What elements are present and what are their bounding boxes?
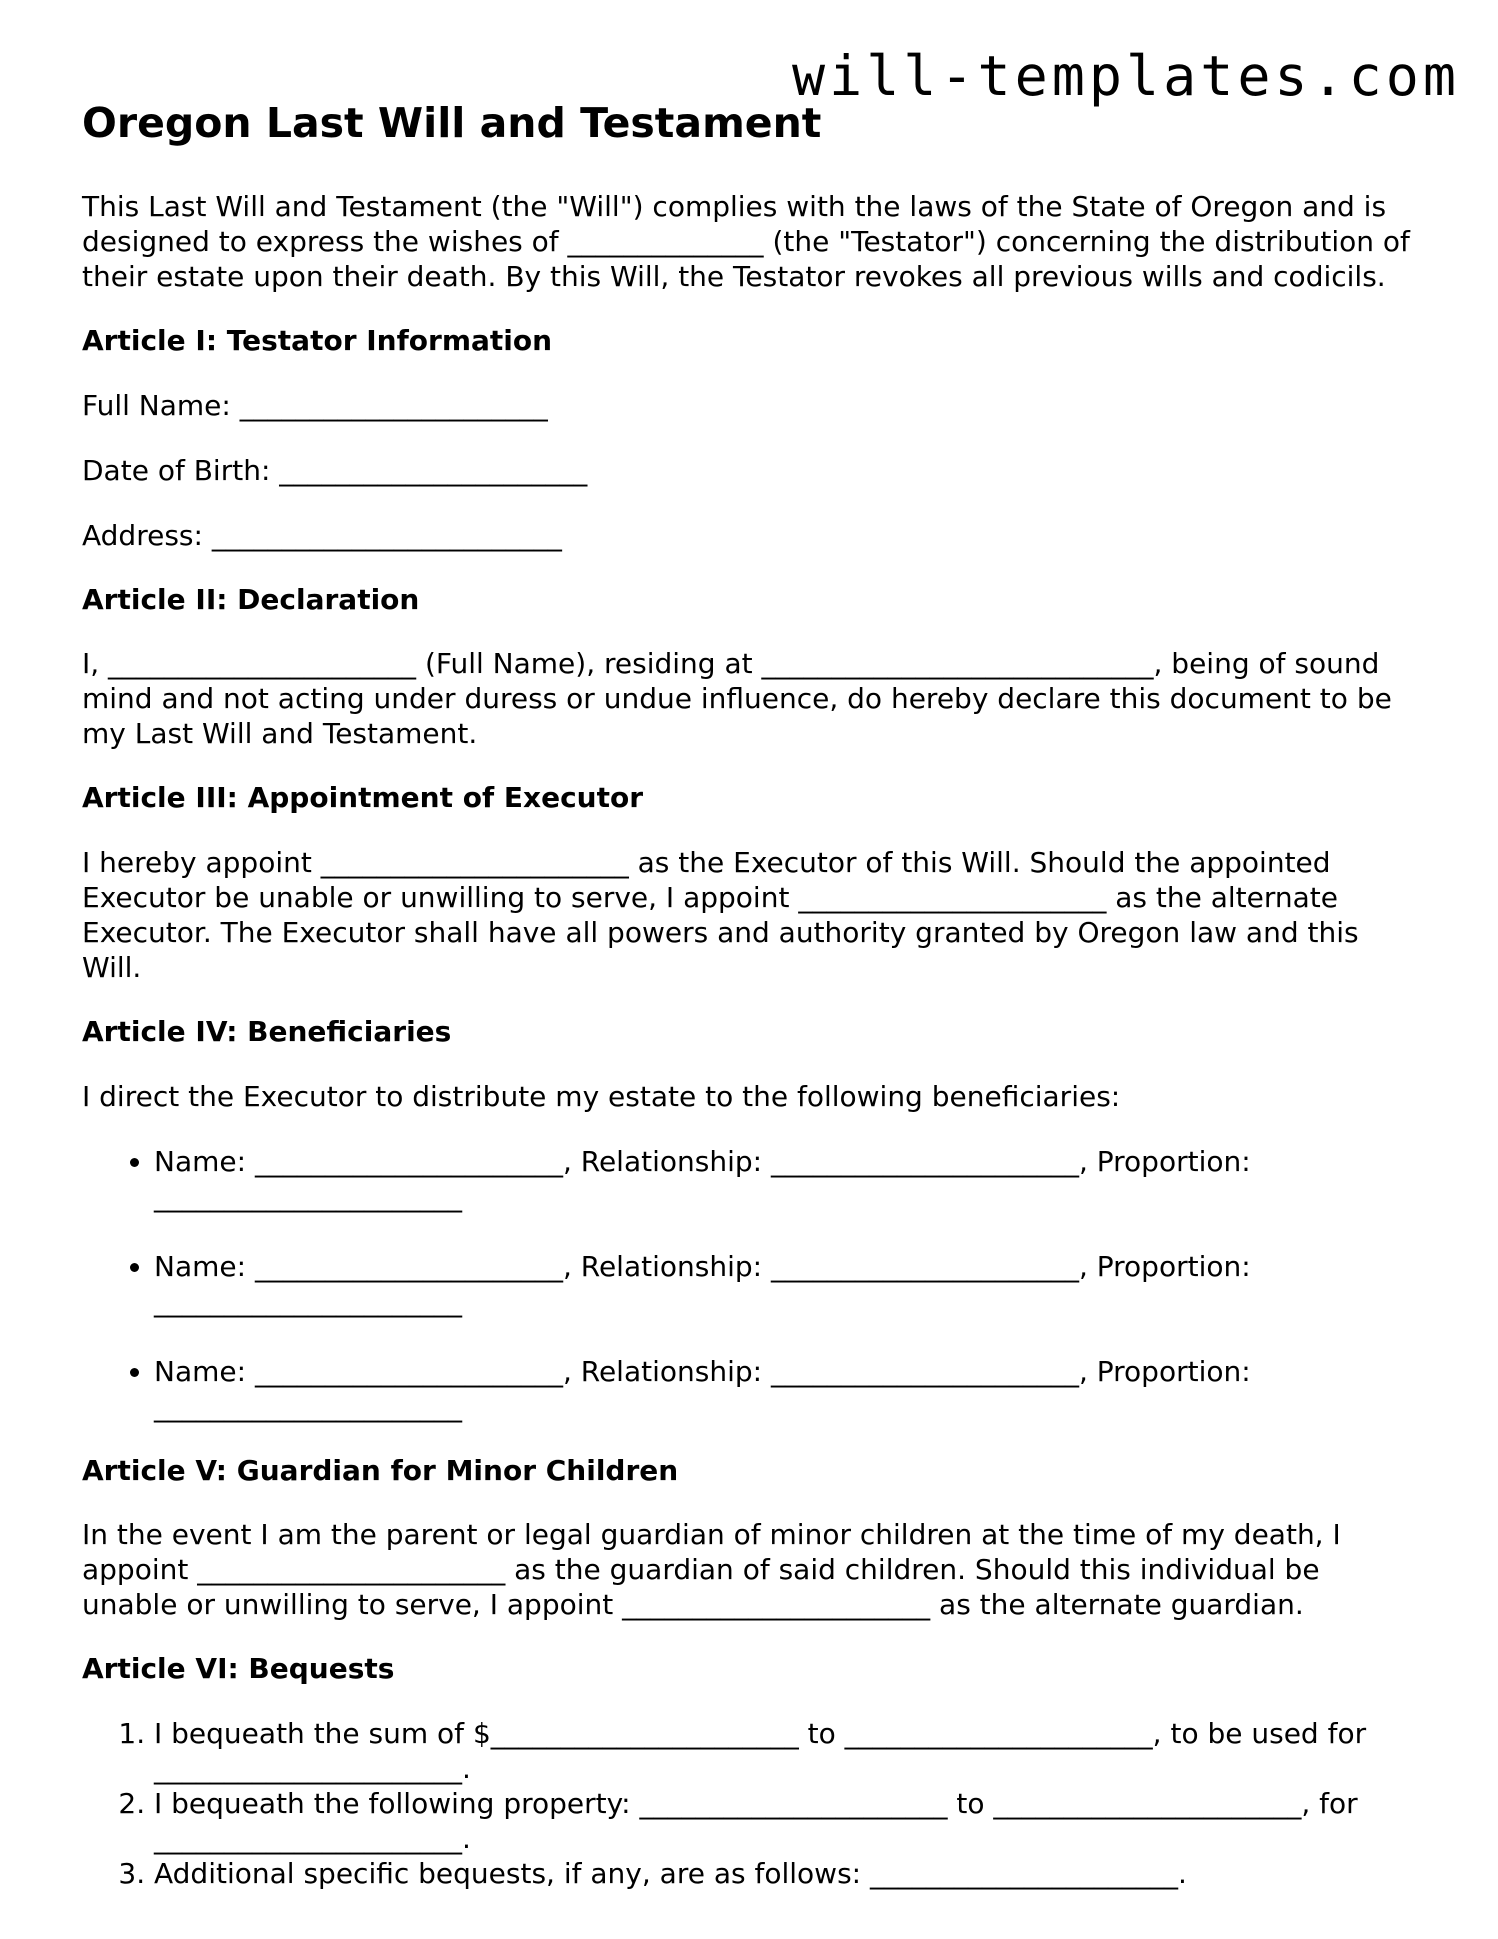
executor-paragraph: I hereby appoint ______________________ as the Executor of this Will. Should the appointed Executor be unable or unwilling to serve, I appoint ______________________ as the alternate Executor. The Executor shall have all powers and authority granted by Oregon law and this Will.: [82, 846, 1359, 985]
article-2-heading: Article II: Declaration: [82, 582, 420, 616]
intro-paragraph: This Last Will and Testament (the "Will") complies with the laws of the State of Oregon and is designed to express the wishes of ______________ (the "Testator") concerning the distribution of their estate upon their death. By this Will, the Testator revokes all previous wills and codicils.: [82, 190, 1410, 294]
bequest-item: 2. I bequeath the following property: ______________________ to ______________________, for ______________________.: [154, 1786, 1422, 1856]
document-title: Oregon Last Will and Testament: [82, 99, 822, 147]
article-4-heading: Article IV: Beneficiaries: [82, 1015, 452, 1049]
article-1-heading: Article I: Testator Information: [82, 324, 553, 358]
guardian-paragraph: In the event I am the parent or legal guardian of minor children at the time of my death, I appoint ______________________ as the guardian of said children. Should this individual be unable or unwilling to serve, I appoint ______________________ as the alternate guardian.: [82, 1518, 1341, 1622]
beneficiary-item: • Name: ______________________, Relationship: ______________________, Proportion: ______________________: [154, 1354, 1422, 1424]
article-5-heading: Article V: Guardian for Minor Children: [82, 1453, 679, 1487]
bequests-list: [82, 1716, 1422, 1891]
article-6-heading: Article VI: Bequests: [82, 1652, 395, 1686]
watermark-site: will-templates.com: [791, 44, 1460, 108]
testator-full-name: Full Name: ______________________: [82, 388, 548, 422]
testator-date-of-birth: Date of Birth: ______________________: [82, 453, 588, 487]
beneficiary-item: • Name: ______________________, Relationship: ______________________, Proportion: ______________________: [154, 1249, 1422, 1319]
document-page: [82, 98, 1422, 1921]
beneficiary-item: • Name: ______________________, Relationship: ______________________, Proportion: ______________________: [154, 1144, 1422, 1214]
article-3-heading: Article III: Appointment of Executor: [82, 781, 644, 815]
beneficiaries-intro: I direct the Executor to distribute my estate to the following beneficiaries:: [82, 1079, 1121, 1113]
beneficiaries-list: [82, 1144, 1422, 1424]
bequest-item: 1. I bequeath the sum of $______________________ to ______________________, to be used for ______________________.: [154, 1716, 1422, 1786]
declaration-paragraph: I, ______________________ (Full Name), residing at ____________________________, being of sound mind and not acting under duress or undue influence, do hereby declare this document to be my Last Will and Testament.: [82, 647, 1392, 751]
testator-address: Address: _________________________: [82, 518, 562, 552]
bequest-item: 3. Additional specific bequests, if any, are as follows: ______________________.: [154, 1856, 1422, 1891]
